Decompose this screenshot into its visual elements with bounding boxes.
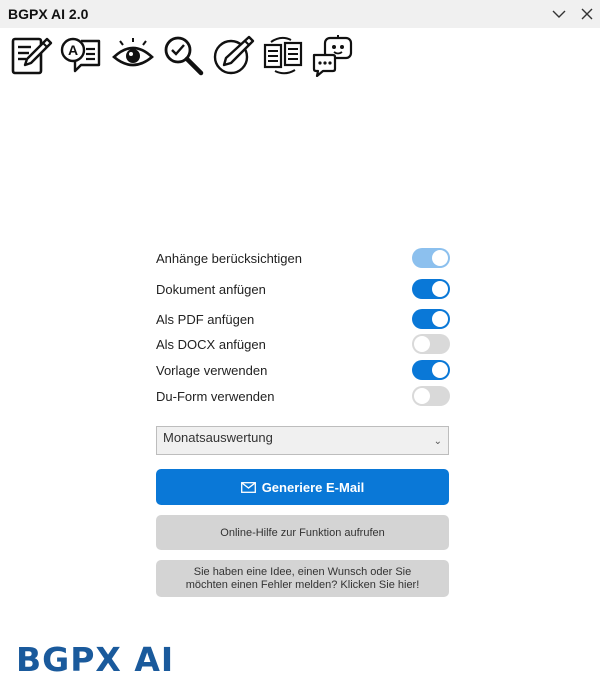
window-title: BGPX AI 2.0	[8, 6, 89, 22]
chatbot-icon[interactable]	[310, 32, 356, 78]
toggle-attach-docx[interactable]	[412, 334, 450, 354]
option-du-form	[156, 385, 450, 407]
close-icon[interactable]	[578, 5, 596, 23]
feedback-button[interactable]	[156, 560, 449, 597]
option-attach-docx	[156, 333, 450, 355]
toggle-du-form[interactable]	[412, 386, 450, 406]
toggle-attach-document[interactable]	[412, 279, 450, 299]
generate-email-button[interactable]	[156, 469, 449, 505]
template-select[interactable]	[156, 426, 449, 455]
toggle-knob	[432, 362, 448, 378]
toggle-use-template[interactable]	[412, 360, 450, 380]
generate-email-label: Generiere E-Mail	[261, 479, 365, 495]
edit-document-icon[interactable]	[8, 32, 54, 78]
online-help-label: Online-Hilfe zur Funktion aufrufen	[220, 526, 385, 539]
mail-icon	[241, 482, 256, 493]
option-label: Dokument anfügen	[156, 281, 266, 297]
toggle-knob	[414, 388, 430, 404]
spellcheck-icon[interactable]	[58, 32, 104, 78]
toggle-knob	[414, 336, 430, 352]
chevron-down-icon: ⌄	[433, 436, 442, 447]
option-attachments	[156, 247, 450, 269]
toggle-knob	[432, 311, 448, 327]
feedback-label: Sie haben eine Idee, einen Wunsch oder Sie möchten einen Fehler melden? Klicken Sie hier!	[185, 565, 420, 591]
option-label: Du-Form verwenden	[156, 388, 275, 404]
svg-text:A: A	[67, 42, 79, 58]
online-help-button[interactable]	[156, 515, 449, 550]
pencil-icon[interactable]	[210, 32, 256, 78]
title-bar	[0, 0, 600, 28]
option-use-template	[156, 359, 450, 381]
toggle-knob	[432, 281, 448, 297]
option-attach-pdf	[156, 308, 450, 330]
option-label: Als DOCX anfügen	[156, 336, 266, 352]
toggle-knob	[432, 250, 448, 266]
brand-logo: BGPX AI	[16, 640, 175, 679]
option-attach-document	[156, 278, 450, 300]
template-select-value: Monatsauswertung	[163, 430, 273, 445]
search-icon[interactable]	[160, 32, 206, 78]
eye-icon[interactable]	[110, 32, 156, 78]
chevron-down-icon[interactable]	[550, 5, 568, 23]
document-sync-icon[interactable]	[260, 32, 306, 78]
option-label: Vorlage verwenden	[156, 362, 268, 378]
toggle-attach-pdf[interactable]	[412, 309, 450, 329]
toggle-attachments[interactable]	[412, 248, 450, 268]
option-label: Anhänge berücksichtigen	[156, 250, 302, 266]
option-label: Als PDF anfügen	[156, 311, 255, 327]
